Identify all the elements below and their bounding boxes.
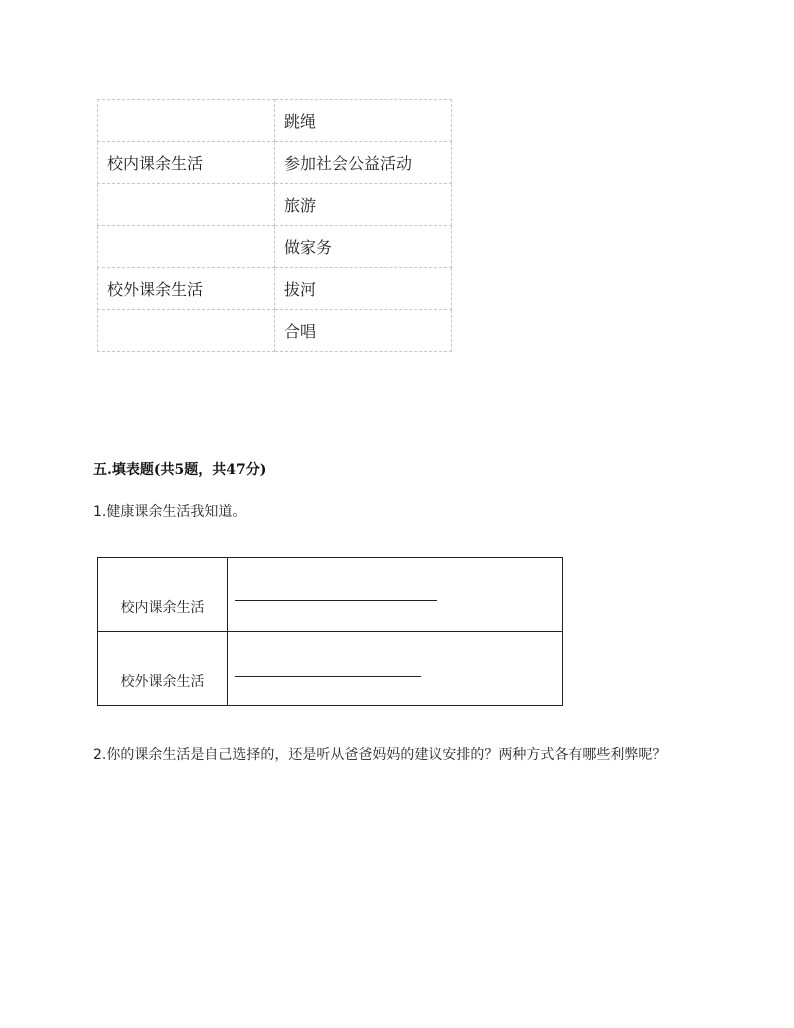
row-label: 校外课余生活 [98,632,228,706]
fill-in-table [97,557,563,706]
left-cell [98,184,275,226]
table-row [98,142,452,184]
table-row [98,100,452,142]
section-title: 五.填表题(共5题，共47分) [93,462,267,478]
table-row [98,184,452,226]
row-label: 校内课余生活 [98,558,228,632]
right-cell: 跳绳 [275,100,452,142]
answer-cell[interactable] [228,558,563,632]
right-cell: 参加社会公益活动 [275,142,452,184]
question-2-text: 2.你的课余生活是自己选择的，还是听从爸爸妈妈的建议安排的？两种方式各有哪些利弊呢？ [93,747,667,763]
question-1-text: 1.健康课余生活我知道。 [93,504,247,520]
right-cell: 合唱 [275,310,452,352]
table-row [98,310,452,352]
left-cell [98,310,275,352]
table-row [98,632,563,706]
left-cell: 校外课余生活 [98,268,275,310]
right-cell: 拔河 [275,268,452,310]
left-cell [98,100,275,142]
answer-blank-line[interactable] [235,600,437,601]
right-cell: 做家务 [275,226,452,268]
matching-table [97,99,452,352]
table-row [98,558,563,632]
left-cell [98,226,275,268]
right-cell: 旅游 [275,184,452,226]
answer-cell[interactable] [228,632,563,706]
table-row [98,226,452,268]
table-row [98,268,452,310]
left-cell: 校内课余生活 [98,142,275,184]
answer-blank-line[interactable] [235,676,421,677]
